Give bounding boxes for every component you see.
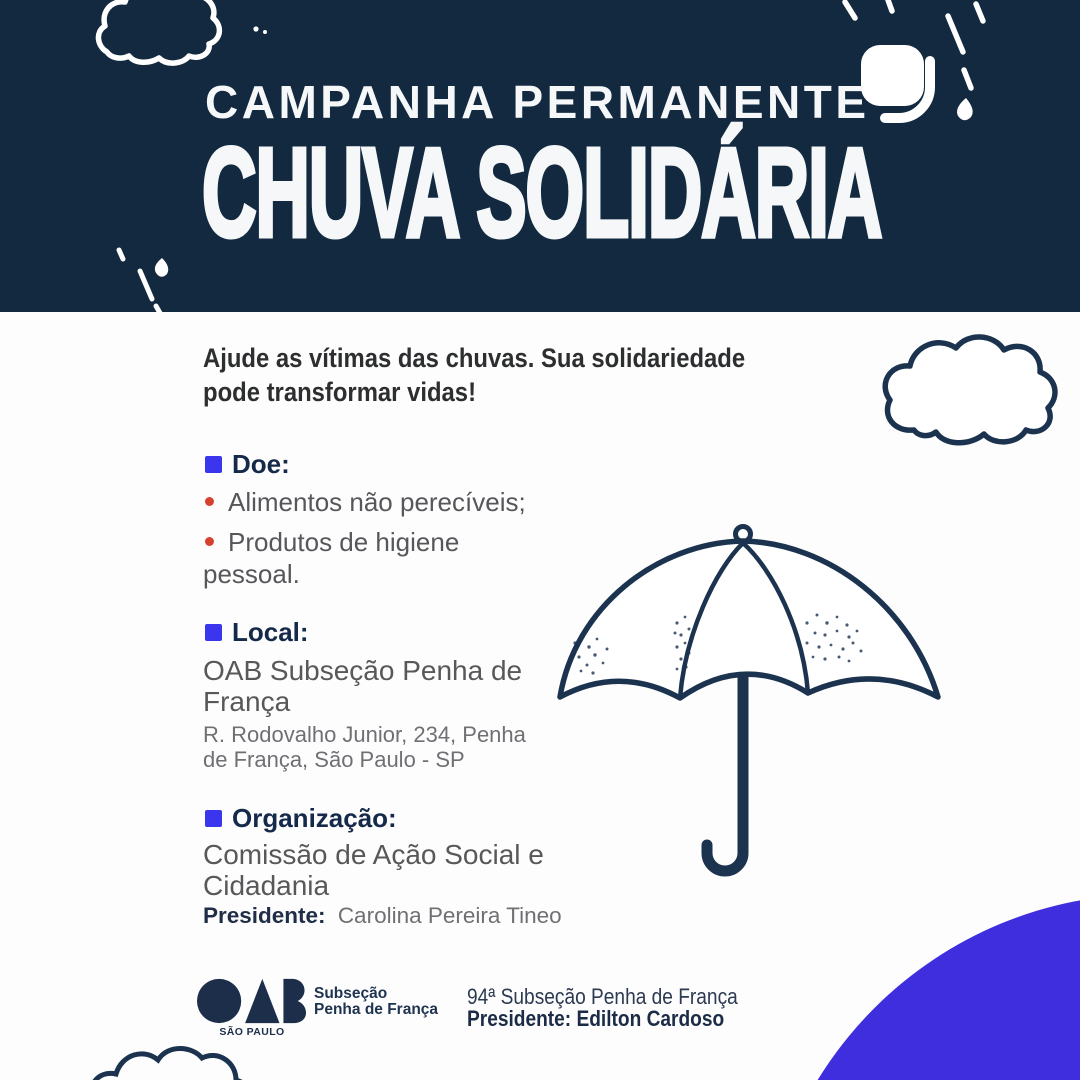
section-heading-local-label: Local: [232,617,309,647]
org-name-line-2: Cidadania [203,870,330,901]
campaign-title: CHUVA SOLIDÁRIA [202,122,882,263]
footer-president-label: Presidente: [467,1006,572,1031]
red-bullet-icon [205,497,214,506]
cloud-icon-right [878,328,1080,448]
cloud-dots-icon [253,26,267,34]
logo-caption-line-2: Penha de França [314,1000,439,1018]
cloud-icon [98,0,219,63]
venue-address-line-1: R. Rodovalho Junior, 234, Penha [203,722,526,747]
section-heading-local [205,617,309,648]
list-item-text: Produtos de higiene [228,527,460,557]
venue-address-line-2: de França, São Paulo - SP [203,747,465,772]
intro-text [203,342,745,409]
intro-line-2: pode transformar vidas! [203,376,477,407]
list-item [205,527,459,558]
logo-caption-line-1: Subseção [314,985,388,1002]
corner-circle-decoration [760,894,1080,1080]
header-banner [0,0,1080,312]
logo-caption [314,986,438,1017]
section-heading-org-label: Organização: [232,803,397,833]
footer-subsection-line: 94ª Subseção Penha de França [467,984,738,1009]
footer-subsection-block [467,986,738,1030]
venue-name-line-2: França [203,686,291,717]
rounded-square-icon [861,45,930,118]
blue-square-icon [205,624,222,641]
president-label: Presidente: [203,903,326,928]
venue-name-line-1: OAB Subseção Penha de [203,655,523,686]
umbrella-icon [545,515,965,895]
list-item [205,487,526,518]
section-heading-doe-label: Doe: [232,449,290,479]
president-name: Carolina Pereira Tineo [337,903,562,928]
intro-line-1: Ajude as vítimas das chuvas. Sua solidariedade [203,343,746,373]
list-item-continuation: pessoal. [203,559,300,589]
org-name-line-1: Comissão de Ação Social e [203,839,544,870]
blue-square-icon [205,456,222,473]
section-heading-doe [205,449,290,480]
red-bullet-icon [205,537,214,546]
campaign-kicker: CAMPANHA PERMANENTE [205,76,870,128]
footer-president-name: Edilton Cardoso [576,1006,725,1031]
oab-logo-state: SÃO PAULO [219,1026,285,1038]
blue-square-icon [205,810,222,827]
section-heading-org [205,803,397,834]
footer-president-line [467,1008,738,1030]
rain-icon-bottom [119,250,160,312]
oab-logo [197,978,307,1024]
cloud-icon-bottom [86,1042,286,1080]
list-item-text: Alimentos não perecíveis; [228,487,526,517]
raindrop-icon-bottom [155,258,168,277]
raindrop-icon [957,98,973,120]
org-president-line [203,903,562,929]
